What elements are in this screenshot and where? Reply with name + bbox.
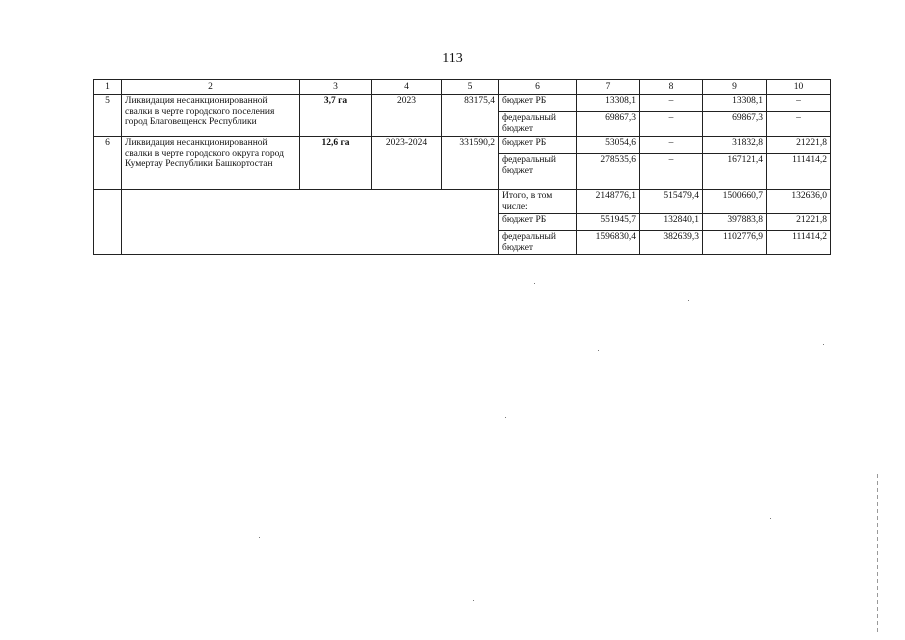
column-header: 5: [442, 80, 499, 95]
column-header: 7: [577, 80, 640, 95]
value-cell: 111414,2: [767, 154, 831, 190]
value-cell: 21221,8: [767, 137, 831, 154]
table-row: [94, 137, 831, 154]
total-cost-cell: 83175,4: [442, 95, 499, 137]
totals-label: Итого, в том числе:: [499, 190, 577, 214]
column-header: 8: [640, 80, 703, 95]
project-name: Ликвидация несанкционированной свалки в черте городского поселения город Благовещенск Республики: [122, 95, 300, 137]
table-row: [94, 95, 831, 112]
value-cell: 278535,6: [577, 154, 640, 190]
column-header: 10: [767, 80, 831, 95]
value-cell: 167121,4: [703, 154, 767, 190]
funding-source: федеральный бюджет: [499, 154, 577, 190]
page-number: 113: [442, 51, 463, 66]
column-header: 1: [94, 80, 122, 95]
value-cell: 1102776,9: [703, 231, 767, 255]
totals-label: федеральный бюджет: [499, 231, 577, 255]
value-cell: 2148776,1: [577, 190, 640, 214]
value-cell: 515479,4: [640, 190, 703, 214]
area-cell: 12,6 га: [300, 137, 372, 190]
value-cell: –: [640, 154, 703, 190]
scan-edge-line: [877, 474, 878, 634]
value-cell: 13308,1: [703, 95, 767, 112]
value-cell: –: [640, 95, 703, 112]
row-number: 5: [94, 95, 122, 137]
value-cell: 31832,8: [703, 137, 767, 154]
value-cell: –: [640, 137, 703, 154]
totals-label: бюджет РБ: [499, 214, 577, 231]
total-cost-cell: 331590,2: [442, 137, 499, 190]
column-header: 4: [372, 80, 442, 95]
funding-source: бюджет РБ: [499, 95, 577, 112]
years-cell: 2023: [372, 95, 442, 137]
totals-row: [94, 190, 831, 214]
value-cell: 1596830,4: [577, 231, 640, 255]
row-number: 6: [94, 137, 122, 190]
value-cell: –: [767, 112, 831, 137]
value-cell: 21221,8: [767, 214, 831, 231]
value-cell: 551945,7: [577, 214, 640, 231]
value-cell: –: [640, 112, 703, 137]
years-cell: 2023-2024: [372, 137, 442, 190]
value-cell: 69867,3: [703, 112, 767, 137]
column-header: 2: [122, 80, 300, 95]
value-cell: 132840,1: [640, 214, 703, 231]
budget-table: [93, 79, 831, 255]
area-cell: 3,7 га: [300, 95, 372, 137]
value-cell: 111414,2: [767, 231, 831, 255]
funding-source: федеральный бюджет: [499, 112, 577, 137]
project-name: Ликвидация несанкционированной свалки в черте городского округа город Кумертау Республики Башкортостан: [122, 137, 300, 190]
empty-cell: [94, 190, 122, 255]
value-cell: 1500660,7: [703, 190, 767, 214]
column-header: 9: [703, 80, 767, 95]
value-cell: 397883,8: [703, 214, 767, 231]
value-cell: 132636,0: [767, 190, 831, 214]
value-cell: 382639,3: [640, 231, 703, 255]
column-number-row: [94, 80, 831, 95]
value-cell: 53054,6: [577, 137, 640, 154]
value-cell: –: [767, 95, 831, 112]
funding-source: бюджет РБ: [499, 137, 577, 154]
value-cell: 69867,3: [577, 112, 640, 137]
column-header: 3: [300, 80, 372, 95]
value-cell: 13308,1: [577, 95, 640, 112]
empty-cell: [122, 190, 499, 255]
column-header: 6: [499, 80, 577, 95]
